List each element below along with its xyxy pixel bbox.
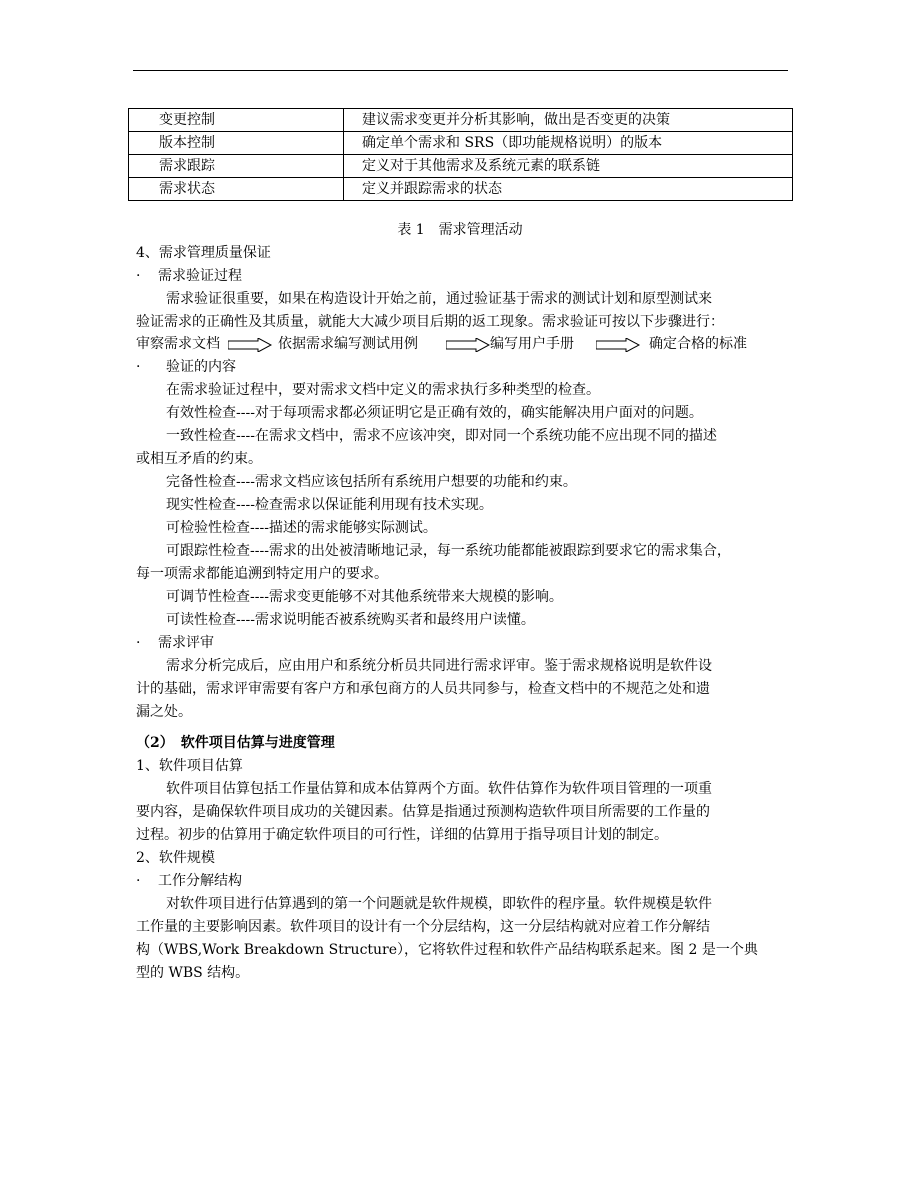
paragraph-line: 漏之处。 [136,704,192,720]
arrow-right-icon [596,338,640,352]
bullet-glyph: · [136,268,141,284]
section-heading: 4、需求管理质量保证 [136,245,271,261]
paragraph-line: 或相互矛盾的约束。 [136,451,262,467]
paragraph-line: 每一项需求都能追溯到特定用户的要求。 [136,566,388,582]
bullet-glyph: · [136,635,141,651]
flow-step: 确定合格的标准 [649,336,747,352]
arrow-right-icon [228,338,272,352]
paragraph-line: 完备性检查----需求文档应该包括所有系统用户想要的功能和约束。 [166,474,577,490]
subsection-heading: 2、软件规模 [136,850,215,866]
paragraph-line: 构（WBS,Work Breakdown Structure），它将软件过程和软件产品结构联系起来。图 2 是一个典 [136,942,758,958]
table-row [129,155,793,178]
flow-step: 依据需求编写测试用例 [278,336,418,352]
paragraph-line: 要内容，是确保软件项目成功的关键因素。估算是指通过预测构造软件项目所需要的工作量的 [136,804,710,820]
paragraph-line: 软件项目估算包括工作量估算和成本估算两个方面。软件估算作为软件项目管理的一项重 [166,781,712,797]
bullet-label: 需求评审 [158,635,214,651]
bullet-label: 工作分解结构 [158,873,242,889]
bullet-label: 需求验证过程 [158,268,242,284]
paragraph-line: 可检验性检查----描述的需求能够实际测试。 [166,520,437,536]
flow-step: 编写用户手册 [490,336,574,352]
table-row [129,109,793,132]
flow-step: 审察需求文档 [136,336,220,352]
paragraph-line: 一致性检查----在需求文档中，需求不应该冲突，即对同一个系统功能不应出现不同的描述 [166,428,717,444]
table-cell: 确定单个需求和 SRS（即功能规格说明）的版本 [344,132,793,155]
arrow-right-icon [446,338,490,352]
paragraph-line: 计的基础，需求评审需要有客户方和承包商方的人员共同参与，检查文档中的不规范之处和遗 [136,681,710,697]
table-cell: 需求跟踪 [129,155,344,178]
paragraph-line: 可跟踪性检查----需求的出处被清晰地记录，每一系统功能都能被跟踪到要求它的需求集合， [166,543,731,559]
bullet-item [136,265,242,287]
section-heading: （2） 软件项目估算与进度管理 [136,735,335,751]
table-cell: 需求状态 [129,178,344,201]
paragraph-line: 对软件项目进行估算遇到的第一个问题就是软件规模，即软件的程序量。软件规模是软件 [166,896,712,912]
activity-table [128,108,793,201]
table-caption: 表 1 需求管理活动 [397,222,523,238]
bullet-item [136,356,236,378]
paragraph-line: 可读性检查----需求说明能否被系统购买者和最终用户读懂。 [166,612,535,628]
bullet-label: 验证的内容 [166,359,236,375]
paragraph-line: 在需求验证过程中，要对需求文档中定义的需求执行多种类型的检查。 [166,382,600,398]
paragraph-line: 型的 WBS 结构。 [136,965,250,981]
paragraph-line: 过程。初步的估算用于确定软件项目的可行性，详细的估算用于指导项目计划的制定。 [136,827,668,843]
table-cell: 版本控制 [129,132,344,155]
header-rule [133,70,788,71]
paragraph-line: 需求验证很重要，如果在构造设计开始之前，通过验证基于需求的测试计划和原型测试来 [166,291,712,307]
table-cell: 定义并跟踪需求的状态 [344,178,793,201]
paragraph-line: 需求分析完成后，应由用户和系统分析员共同进行需求评审。鉴于需求规格说明是软件设 [166,658,712,674]
bullet-glyph: · [136,359,141,375]
table-cell: 定义对于其他需求及系统元素的联系链 [344,155,793,178]
table-row [129,178,793,201]
paragraph-line: 可调节性检查----需求变更能够不对其他系统带来大规模的影响。 [166,589,563,605]
table-row [129,132,793,155]
bullet-item [136,870,242,892]
bullet-item [136,632,214,654]
bullet-glyph: · [136,873,141,889]
paragraph-line: 现实性检查----检查需求以保证能利用现有技术实现。 [166,497,493,513]
subsection-heading: 1、软件项目估算 [136,758,243,774]
table-cell: 变更控制 [129,109,344,132]
table-cell: 建议需求变更并分析其影响，做出是否变更的决策 [344,109,793,132]
paragraph-line: 验证需求的正确性及其质量，就能大大减少项目后期的返工现象。需求验证可按以下步骤进行： [136,314,724,330]
paragraph-line: 工作量的主要影响因素。软件项目的设计有一个分层结构，这一分层结构就对应着工作分解结 [136,919,710,935]
paragraph-line: 有效性检查----对于每项需求都必须证明它是正确有效的，确实能解决用户面对的问题。 [166,405,703,421]
